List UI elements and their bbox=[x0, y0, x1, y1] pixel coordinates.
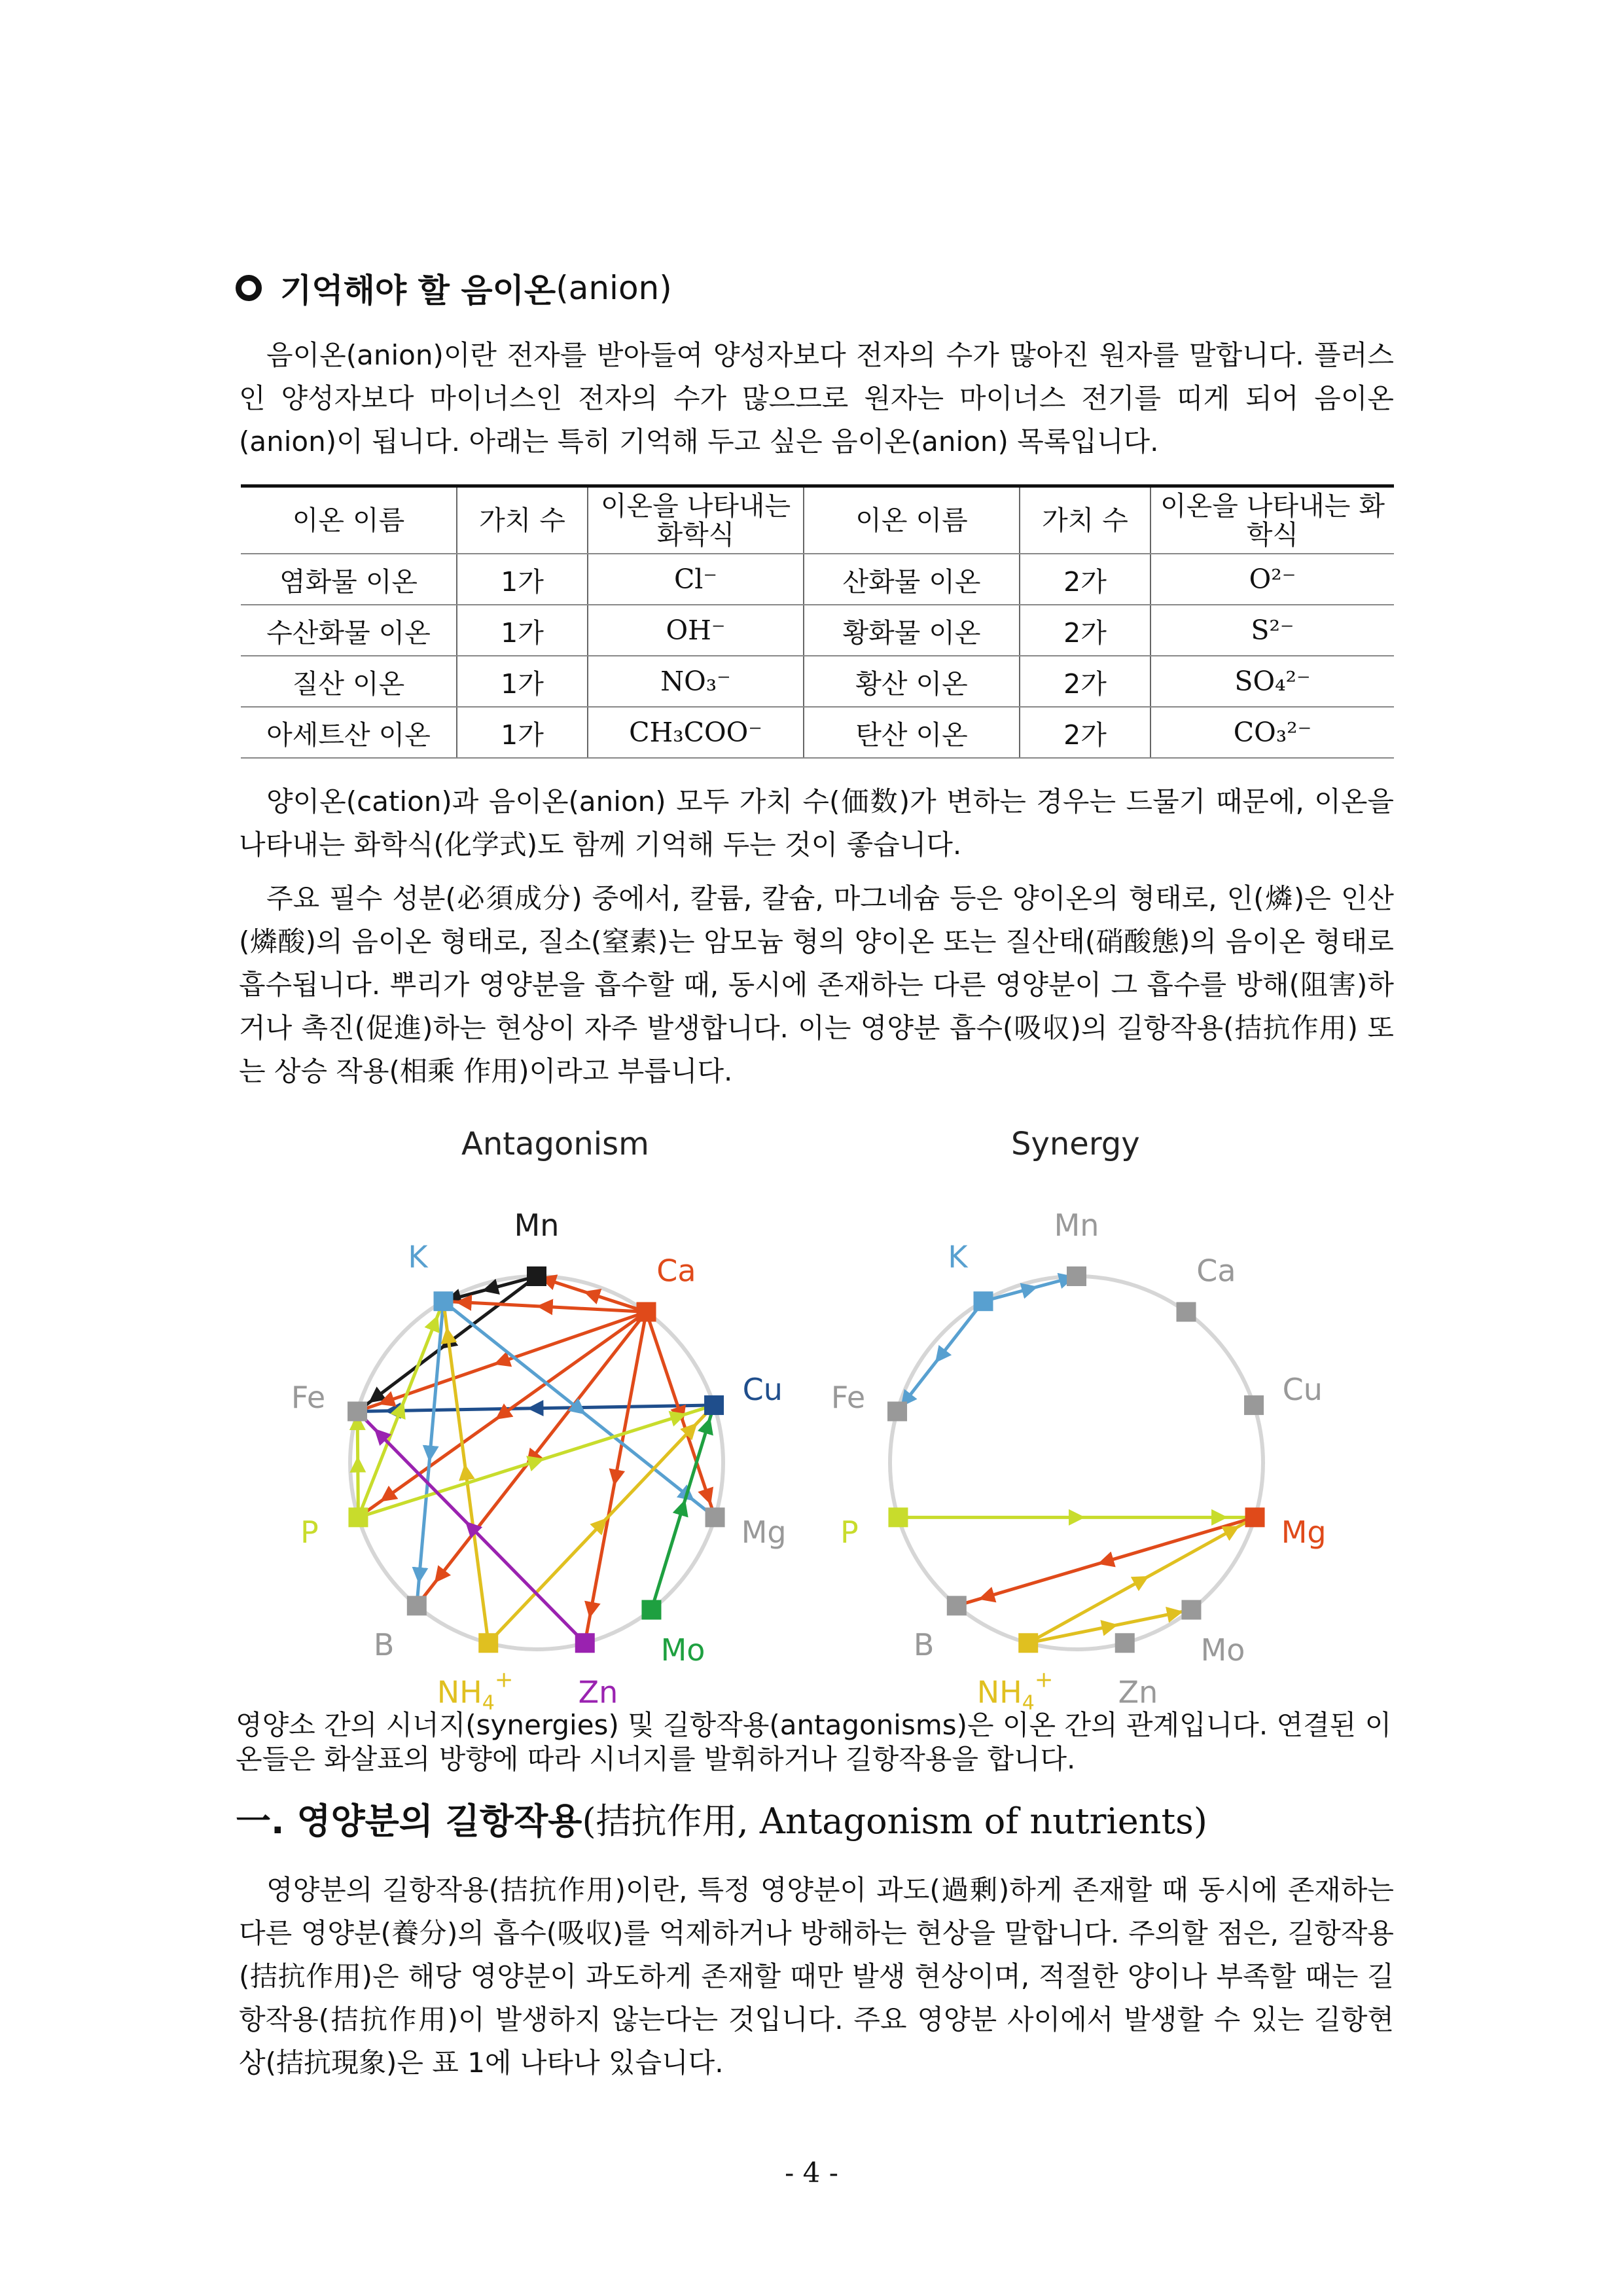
table-header-cell: 이온을 나타내는 화학식 bbox=[1150, 486, 1394, 554]
node-cu bbox=[704, 1395, 724, 1415]
node-label-k: K bbox=[948, 1239, 968, 1275]
node-label-ca: Ca bbox=[1196, 1253, 1236, 1289]
table-header-row bbox=[241, 486, 1394, 554]
node-nh4 bbox=[478, 1633, 498, 1653]
diagram-caption: 영양소 간의 시너지(synergies) 및 길항작용(antagonisms)은 이온 간의 관계입니다. 연결된 이온들은 화살표의 방향에 따라 시너지를 발휘하거나 길항작용을 합니다. bbox=[236, 1709, 1392, 1775]
node-k bbox=[434, 1291, 454, 1311]
node-label-mo: Mo bbox=[660, 1632, 705, 1668]
node-label-zn: Zn bbox=[578, 1674, 618, 1710]
table-cell: 1가 bbox=[457, 554, 588, 605]
node-cu bbox=[1244, 1395, 1264, 1415]
node-label-cu: Cu bbox=[742, 1371, 783, 1407]
node-fe bbox=[348, 1401, 367, 1421]
node-label-ca: Ca bbox=[656, 1253, 696, 1289]
antagonism-paragraph: 영양분의 길항작용(拮抗作用)이란, 특정 영양분이 과도(過剰)하게 존재할 때 동시에 존재하는 다른 영양분(養分)의 흡수(吸収)를 억제하거나 방해하는 현상을 말합니다. 주의할 점은, 길항작용(拮抗作用)은 해당 영양분이 과도하게 존재할 때만 발생 현상이며, 적절한 양이나 부족할 때는 길항작용(拮抗作用)이 발생하지 않는다는 것입니다. 주요 영양분 사이에서 발생할 수 있는 길항현상(拮抗現象)은 표 1에 나타나 있습니다. bbox=[239, 1874, 1394, 2079]
table-cell: OH⁻ bbox=[588, 605, 804, 656]
table-cell: 2가 bbox=[1020, 707, 1150, 758]
node-mn bbox=[527, 1266, 546, 1286]
link-Ca-Zn bbox=[585, 1312, 647, 1643]
table-row bbox=[241, 707, 1394, 758]
node-label-mo: Mo bbox=[1200, 1632, 1245, 1668]
table-cell: 2가 bbox=[1020, 656, 1150, 707]
table-header-cell: 이온 이름 bbox=[804, 486, 1020, 554]
nutrient-interaction-diagram bbox=[0, 1165, 1623, 1721]
section-heading-antagonism bbox=[236, 1793, 1207, 1844]
table-header-cell: 이온 이름 bbox=[241, 486, 457, 554]
table-cell: 2가 bbox=[1020, 554, 1150, 605]
table-cell: 2가 bbox=[1020, 605, 1150, 656]
node-p bbox=[888, 1507, 908, 1527]
antagonism-title: Antagonism bbox=[461, 1126, 649, 1162]
node-label-b: B bbox=[373, 1627, 395, 1663]
node-label-mn: Mn bbox=[514, 1208, 560, 1243]
node-label-mg: Mg bbox=[741, 1515, 787, 1551]
synergy-circle bbox=[890, 1276, 1263, 1649]
table-header-cell: 가치 수 bbox=[1020, 486, 1150, 554]
node-label-nh4: $NH_4^+$ bbox=[437, 1666, 514, 1715]
table-cell: 염화물 이온 bbox=[241, 554, 457, 605]
table-cell: 산화물 이온 bbox=[804, 554, 1020, 605]
heading-en: (anion) bbox=[556, 269, 672, 307]
node-fe bbox=[887, 1401, 907, 1421]
circle-bullet-icon bbox=[236, 275, 262, 301]
table-cell: CH₃COO⁻ bbox=[588, 707, 804, 758]
node-label-b: B bbox=[913, 1627, 935, 1663]
table-cell: S²⁻ bbox=[1150, 605, 1394, 656]
table-cell: 탄산 이온 bbox=[804, 707, 1020, 758]
page-number: - 4 - bbox=[785, 2157, 838, 2189]
node-mn bbox=[1067, 1266, 1086, 1286]
heading-ko: 기억해야 할 음이온 bbox=[280, 272, 556, 310]
node-k bbox=[974, 1291, 993, 1311]
node-mg bbox=[1245, 1507, 1265, 1527]
node-p bbox=[348, 1507, 368, 1527]
node-nh4 bbox=[1018, 1633, 1038, 1653]
anion-table bbox=[241, 484, 1394, 759]
intro-paragraph: 음이온(anion)이란 전자를 받아들여 양성자보다 전자의 수가 많아진 원자를 말합니다. 플러스인 양성자보다 마이너스인 전자의 수가 많으므로 원자는 마이너스 전기를 띠게 되어 음이온(anion)이 됩니다. 아래는 특히 기억해 두고 싶은 음이온(anion) 목록입니다. bbox=[239, 339, 1394, 457]
node-label-mg: Mg bbox=[1281, 1515, 1327, 1551]
node-label-p: P bbox=[300, 1515, 319, 1551]
paragraph-valence: 양이온(cation)과 음이온(anion) 모두 가치 수(価数)가 변하는 경우는 드물기 때문에, 이온을 나타내는 화학식(化学式)도 함께 기억해 두는 것이 좋습니다. bbox=[239, 785, 1394, 861]
node-label-k: K bbox=[408, 1239, 428, 1275]
table-cell: 1가 bbox=[457, 605, 588, 656]
table-header-cell: 이온을 나타내는 화학식 bbox=[588, 486, 804, 554]
table-cell: SO₄²⁻ bbox=[1150, 656, 1394, 707]
node-mg bbox=[705, 1507, 725, 1527]
node-label-cu: Cu bbox=[1282, 1371, 1323, 1407]
synergy-title: Synergy bbox=[1011, 1126, 1140, 1162]
table-cell: 황화물 이온 bbox=[804, 605, 1020, 656]
paragraph-absorption: 주요 필수 성분(必須成分) 중에서, 칼륨, 칼슘, 마그네슘 등은 양이온의 형태로, 인(燐)은 인산(燐酸)의 음이온 형태로, 질소(窒素)는 암모늄 형의 양이온 또는 질산태(硝酸態)의 음이온 형태로 흡수됩니다. 뿌리가 영양분을 흡수할 때, 동시에 존재하는 다른 영양분이 그 흡수를 방해(阻害)하거나 촉진(促進)하는 현상이 자주 발생합니다. 이는 영양분 흡수(吸収)의 길항작용(拮抗作用) 또는 상승 작용(相乘 作用)이라고 부릅니다. bbox=[239, 882, 1394, 1087]
table-cell: 1가 bbox=[457, 707, 588, 758]
table-cell: 질산 이온 bbox=[241, 656, 457, 707]
heading-en: (拮抗作用, Antagonism of nutrients) bbox=[582, 1801, 1207, 1842]
table-cell: 1가 bbox=[457, 656, 588, 707]
node-ca bbox=[1177, 1302, 1196, 1321]
table-cell: O²⁻ bbox=[1150, 554, 1394, 605]
node-ca bbox=[637, 1302, 656, 1321]
node-zn bbox=[575, 1633, 595, 1653]
section-heading-anion bbox=[236, 265, 672, 311]
node-label-p: P bbox=[840, 1515, 859, 1551]
node-label-nh4: $NH_4^+$ bbox=[976, 1666, 1054, 1715]
node-label-zn: Zn bbox=[1118, 1674, 1158, 1710]
table-cell: Cl⁻ bbox=[588, 554, 804, 605]
node-b bbox=[947, 1596, 967, 1615]
table-cell: 수산화물 이온 bbox=[241, 605, 457, 656]
node-label-mn: Mn bbox=[1054, 1208, 1099, 1243]
node-b bbox=[407, 1596, 427, 1615]
node-zn bbox=[1115, 1633, 1135, 1653]
table-cell: 황산 이온 bbox=[804, 656, 1020, 707]
table-row bbox=[241, 554, 1394, 605]
table-header-cell: 가치 수 bbox=[457, 486, 588, 554]
table-row bbox=[241, 605, 1394, 656]
node-label-fe: Fe bbox=[830, 1379, 866, 1415]
node-label-fe: Fe bbox=[291, 1379, 326, 1415]
table-cell: CO₃²⁻ bbox=[1150, 707, 1394, 758]
table-cell: NO₃⁻ bbox=[588, 656, 804, 707]
node-mo bbox=[641, 1600, 661, 1620]
table-cell: 아세트산 이온 bbox=[241, 707, 457, 758]
table-row bbox=[241, 656, 1394, 707]
node-mo bbox=[1181, 1600, 1201, 1620]
heading-ko: 一. 영양분의 길항작용 bbox=[236, 1801, 582, 1842]
